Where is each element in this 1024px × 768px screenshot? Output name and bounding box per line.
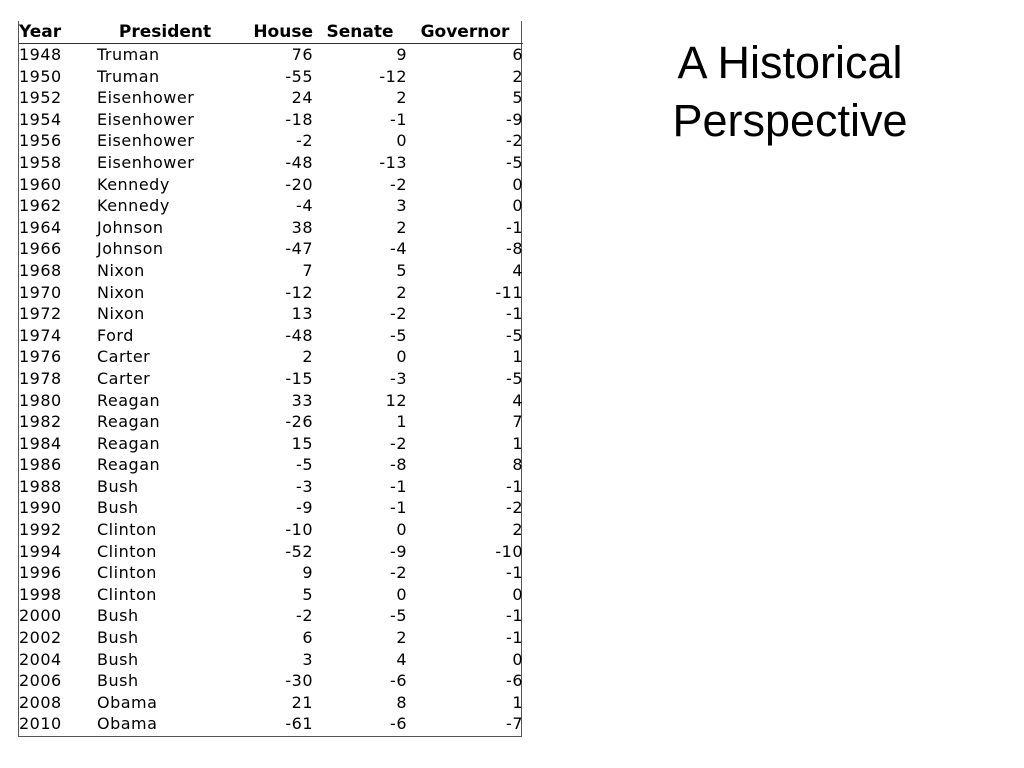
cell-house: -15: [285, 368, 313, 388]
cell-year: 1952: [19, 88, 62, 108]
cell-governor: 6: [512, 45, 523, 64]
table-row: [19, 433, 523, 455]
cell-president: Clinton: [97, 541, 157, 561]
cell-house: -47: [285, 239, 313, 259]
cell-house: -9: [296, 498, 313, 518]
cell-house: 6: [302, 628, 313, 648]
cell-president: Eisenhower: [97, 152, 195, 172]
cell-governor: 0: [512, 584, 523, 604]
cell-governor: -1: [506, 476, 523, 496]
cell-year: 1958: [19, 152, 62, 172]
cell-year: 1970: [19, 282, 62, 302]
table-row: [19, 174, 523, 196]
cell-year: 1964: [19, 217, 62, 237]
cell-year: 2006: [19, 671, 62, 691]
cell-governor: -6: [506, 671, 523, 691]
table-row: [19, 87, 523, 109]
column-header-year: Year: [19, 21, 97, 44]
cell-house: 33: [291, 390, 313, 410]
cell-house: -2: [296, 606, 313, 626]
cell-house: 24: [291, 88, 313, 108]
cell-year: 1968: [19, 260, 62, 280]
cell-year: 1972: [19, 304, 62, 324]
cell-senate: 1: [396, 412, 407, 432]
cell-president: Johnson: [97, 239, 164, 259]
cell-governor: -7: [506, 714, 523, 734]
table-row: [19, 217, 523, 239]
table-row: [19, 627, 523, 649]
cell-governor: -5: [506, 368, 523, 388]
cell-senate: -13: [379, 152, 407, 172]
cell-governor: 2: [512, 66, 523, 86]
cell-senate: 5: [396, 260, 407, 280]
cell-senate: -2: [390, 563, 407, 583]
column-header-house: House: [233, 21, 313, 44]
table-row: [19, 195, 523, 217]
title-line-2: Perspective: [672, 95, 908, 146]
cell-house: -5: [296, 455, 313, 475]
cell-house: 15: [291, 433, 313, 453]
cell-senate: -2: [390, 433, 407, 453]
cell-governor: 4: [512, 390, 523, 410]
cell-governor: -10: [495, 541, 523, 561]
cell-president: Reagan: [97, 412, 161, 432]
cell-governor: -8: [506, 239, 523, 259]
cell-president: Clinton: [97, 584, 157, 604]
cell-year: 1992: [19, 520, 62, 540]
cell-president: Reagan: [97, 455, 161, 475]
cell-president: Eisenhower: [97, 88, 195, 108]
cell-senate: -12: [379, 66, 407, 86]
table-row: [19, 303, 523, 325]
cell-year: 1974: [19, 325, 62, 345]
cell-year: 1948: [19, 45, 62, 64]
cell-year: 1988: [19, 476, 62, 496]
cell-year: 2000: [19, 606, 62, 626]
cell-governor: 0: [512, 174, 523, 194]
cell-governor: 4: [512, 260, 523, 280]
cell-year: 2002: [19, 628, 62, 648]
cell-senate: 0: [396, 584, 407, 604]
cell-year: 1978: [19, 368, 62, 388]
cell-senate: 0: [396, 131, 407, 151]
cell-president: Bush: [97, 498, 139, 518]
cell-house: 76: [291, 45, 313, 64]
cell-house: -20: [285, 174, 313, 194]
cell-president: Carter: [97, 347, 151, 367]
cell-president: Nixon: [97, 304, 145, 324]
cell-year: 1960: [19, 174, 62, 194]
cell-president: Johnson: [97, 217, 164, 237]
cell-year: 1976: [19, 347, 62, 367]
cell-governor: 8: [512, 455, 523, 475]
cell-house: 3: [302, 649, 313, 669]
cell-year: 1996: [19, 563, 62, 583]
cell-governor: -2: [506, 498, 523, 518]
data-table: [19, 21, 523, 735]
table-row: [19, 325, 523, 347]
table-body: [19, 44, 523, 736]
cell-president: Bush: [97, 649, 139, 669]
cell-president: Reagan: [97, 390, 161, 410]
cell-governor: -1: [506, 304, 523, 324]
cell-house: -55: [285, 66, 313, 86]
cell-president: Nixon: [97, 260, 145, 280]
cell-house: -52: [285, 541, 313, 561]
cell-house: 2: [302, 347, 313, 367]
table-row: [19, 541, 523, 563]
cell-senate: 8: [396, 692, 407, 712]
cell-year: 1986: [19, 455, 62, 475]
cell-senate: 4: [396, 649, 407, 669]
cell-governor: 2: [512, 520, 523, 540]
cell-year: 1994: [19, 541, 62, 561]
cell-senate: -1: [390, 498, 407, 518]
cell-year: 1982: [19, 412, 62, 432]
cell-house: -61: [285, 714, 313, 734]
table-row: [19, 497, 523, 519]
cell-senate: -5: [390, 325, 407, 345]
cell-senate: -6: [390, 671, 407, 691]
cell-year: 1950: [19, 66, 62, 86]
cell-president: Bush: [97, 606, 139, 626]
cell-senate: 2: [396, 88, 407, 108]
table-row: [19, 44, 523, 66]
column-header-governor: Governor: [407, 21, 523, 44]
cell-president: Eisenhower: [97, 131, 195, 151]
cell-president: Ford: [97, 325, 134, 345]
cell-governor: -11: [495, 282, 523, 302]
cell-house: -48: [285, 325, 313, 345]
cell-year: 2004: [19, 649, 62, 669]
cell-year: 1984: [19, 433, 62, 453]
cell-governor: -1: [506, 628, 523, 648]
cell-governor: -1: [506, 606, 523, 626]
cell-house: -26: [285, 412, 313, 432]
cell-president: Kennedy: [97, 174, 170, 194]
column-header-president: President: [97, 21, 233, 44]
cell-governor: 1: [512, 433, 523, 453]
cell-house: -12: [285, 282, 313, 302]
cell-president: Bush: [97, 671, 139, 691]
table-header-row: [19, 21, 523, 44]
cell-year: 1966: [19, 239, 62, 259]
cell-president: Clinton: [97, 520, 157, 540]
table-row: [19, 152, 523, 174]
cell-senate: 9: [396, 45, 407, 64]
cell-governor: 1: [512, 347, 523, 367]
table-row: [19, 130, 523, 152]
table-row: [19, 109, 523, 131]
cell-senate: -2: [390, 174, 407, 194]
cell-house: -48: [285, 152, 313, 172]
cell-president: Eisenhower: [97, 109, 195, 129]
table-row: [19, 260, 523, 282]
slide-title: [630, 34, 950, 150]
cell-senate: -3: [390, 368, 407, 388]
cell-governor: 0: [512, 196, 523, 216]
cell-president: Kennedy: [97, 196, 170, 216]
cell-house: 7: [302, 260, 313, 280]
cell-senate: 2: [396, 217, 407, 237]
cell-house: -4: [296, 196, 313, 216]
cell-president: Truman: [97, 45, 160, 64]
table-row: [19, 454, 523, 476]
cell-governor: 0: [512, 649, 523, 669]
cell-governor: -5: [506, 152, 523, 172]
cell-president: Reagan: [97, 433, 161, 453]
cell-senate: 2: [396, 282, 407, 302]
table-row: [19, 692, 523, 714]
cell-senate: 2: [396, 628, 407, 648]
table-row: [19, 649, 523, 671]
cell-senate: -2: [390, 304, 407, 324]
cell-senate: 12: [385, 390, 407, 410]
cell-governor: -5: [506, 325, 523, 345]
cell-house: 21: [291, 692, 313, 712]
cell-senate: 3: [396, 196, 407, 216]
cell-house: -10: [285, 520, 313, 540]
cell-president: Obama: [97, 692, 158, 712]
cell-governor: 5: [512, 88, 523, 108]
cell-senate: -1: [390, 476, 407, 496]
table-row: [19, 713, 523, 735]
cell-house: -3: [296, 476, 313, 496]
table-row: [19, 346, 523, 368]
cell-president: Bush: [97, 628, 139, 648]
cell-president: Bush: [97, 476, 139, 496]
cell-senate: -6: [390, 714, 407, 734]
column-header-senate: Senate: [313, 21, 407, 44]
table-row: [19, 605, 523, 627]
cell-year: 1990: [19, 498, 62, 518]
cell-house: -18: [285, 109, 313, 129]
cell-president: Truman: [97, 66, 160, 86]
cell-president: Nixon: [97, 282, 145, 302]
cell-year: 1956: [19, 131, 62, 151]
cell-house: 38: [291, 217, 313, 237]
cell-senate: -9: [390, 541, 407, 561]
table-row: [19, 584, 523, 606]
cell-president: Obama: [97, 714, 158, 734]
table-row: [19, 390, 523, 412]
table-row: [19, 562, 523, 584]
cell-house: -2: [296, 131, 313, 151]
cell-president: Carter: [97, 368, 151, 388]
election-results-table: [18, 21, 522, 737]
cell-governor: -2: [506, 131, 523, 151]
cell-president: Clinton: [97, 563, 157, 583]
table-row: [19, 282, 523, 304]
table-row: [19, 670, 523, 692]
cell-house: 5: [302, 584, 313, 604]
cell-senate: -4: [390, 239, 407, 259]
cell-senate: -1: [390, 109, 407, 129]
cell-year: 2010: [19, 714, 62, 734]
cell-house: 9: [302, 563, 313, 583]
cell-senate: 0: [396, 520, 407, 540]
cell-senate: -8: [390, 455, 407, 475]
table-row: [19, 476, 523, 498]
cell-year: 1954: [19, 109, 62, 129]
cell-senate: 0: [396, 347, 407, 367]
cell-year: 1998: [19, 584, 62, 604]
cell-year: 2008: [19, 692, 62, 712]
table-row: [19, 519, 523, 541]
cell-governor: -9: [506, 109, 523, 129]
table-row: [19, 368, 523, 390]
cell-governor: 1: [512, 692, 523, 712]
cell-governor: 7: [512, 412, 523, 432]
cell-governor: -1: [506, 217, 523, 237]
table-row: [19, 411, 523, 433]
cell-senate: -5: [390, 606, 407, 626]
cell-governor: -1: [506, 563, 523, 583]
cell-house: -30: [285, 671, 313, 691]
cell-year: 1962: [19, 196, 62, 216]
table-row: [19, 238, 523, 260]
cell-house: 13: [291, 304, 313, 324]
table-row: [19, 66, 523, 88]
cell-year: 1980: [19, 390, 62, 410]
title-line-1: A Historical: [677, 37, 903, 88]
